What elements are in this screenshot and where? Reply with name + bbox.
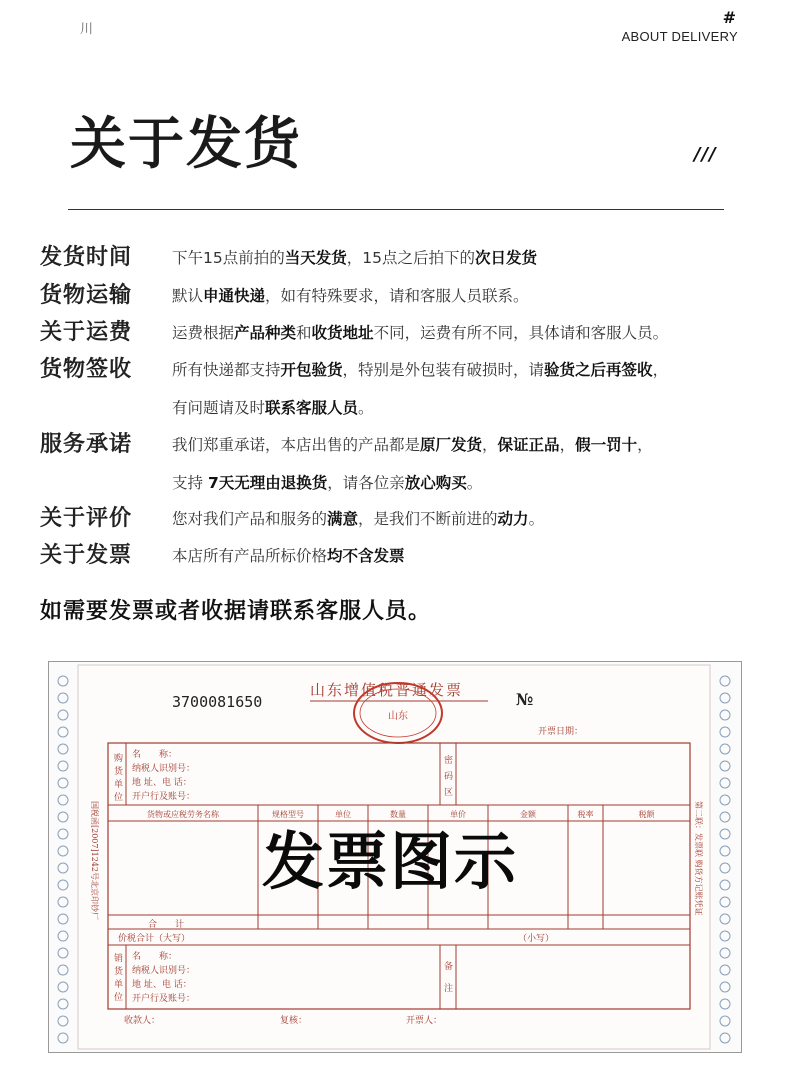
slashes-decoration: /// xyxy=(694,144,717,165)
sprocket-hole xyxy=(58,863,68,873)
sprocket-hole xyxy=(58,727,68,737)
plain-text: 运费根据 xyxy=(172,324,235,342)
info-row-text xyxy=(172,396,374,418)
goods-column-header: 税率 xyxy=(577,810,594,819)
plain-text: 。 xyxy=(528,510,545,528)
sprocket-hole xyxy=(720,778,730,788)
sprocket-hole xyxy=(58,778,68,788)
sprocket-hole xyxy=(720,744,730,754)
info-row-text xyxy=(172,284,529,306)
buyer-section-label: 购 xyxy=(114,754,124,764)
buyer-field-label: 地 址、电 话： xyxy=(132,778,192,788)
section-subtitle: ABOUT DELIVERY xyxy=(621,29,738,44)
hash-icon: # xyxy=(722,8,736,27)
goods-column-header: 单价 xyxy=(450,810,466,819)
plain-text: 所有快递都支持 xyxy=(172,361,281,379)
seller-field-label: 名 称： xyxy=(132,952,178,962)
emphasis-text: 保证正品 xyxy=(497,436,560,454)
invoice-overlay-caption: 发票图示 xyxy=(262,825,519,898)
left-vertical-text: 国税函[2007]1242号北京印钞厂 xyxy=(90,801,99,920)
sprocket-hole xyxy=(58,999,68,1009)
sprocket-hole xyxy=(720,863,730,873)
emphasis-text: 满意 xyxy=(327,510,359,528)
plain-text: 。 xyxy=(466,474,483,492)
sprocket-hole xyxy=(58,761,68,771)
emphasis-text: 动力 xyxy=(497,510,529,528)
info-row-label: 货物签收 xyxy=(40,357,133,382)
footer-payee-label: 收款人： xyxy=(124,1016,161,1026)
emphasis-text: 当天发货 xyxy=(284,249,347,267)
seller-section-label: 位 xyxy=(114,993,124,1003)
plain-text: ， xyxy=(637,436,653,454)
plain-text: ，如有特殊要求，请和客服人员联系。 xyxy=(265,287,529,305)
sprocket-hole xyxy=(720,897,730,907)
plain-text: 默认 xyxy=(172,287,204,305)
emphasis-text: 开包验货 xyxy=(280,361,343,379)
plain-text: 支持 xyxy=(172,474,208,492)
goods-column-header: 税额 xyxy=(638,810,655,819)
buyer-section-label: 位 xyxy=(114,793,124,803)
goods-column-header: 单位 xyxy=(335,810,351,819)
sprocket-hole xyxy=(58,744,68,754)
invoice-stamp-text: 山东 xyxy=(388,711,408,722)
invoice-note: 如需要发票或者收据请联系客服人员。 xyxy=(40,599,432,624)
plain-text: 我们郑重承诺，本店出售的产品都是 xyxy=(172,436,421,454)
plain-text: ， xyxy=(482,436,498,454)
password-area-label: 码 xyxy=(444,772,454,782)
password-area-label: 区 xyxy=(444,788,454,798)
info-row-text xyxy=(172,433,653,455)
right-vertical-text: 第二联：发票联 购货方记账凭证 xyxy=(694,801,703,916)
info-row-text xyxy=(172,507,544,529)
plain-text: ， xyxy=(559,436,576,454)
emphasis-text: 原厂发货 xyxy=(420,436,483,454)
info-row-text xyxy=(172,246,537,268)
buyer-field-label: 名 称： xyxy=(132,750,178,760)
seller-section-label: 单 xyxy=(114,980,124,990)
plain-text: ，特别是外包装有破损时，请 xyxy=(342,361,545,379)
buyer-field-label: 纳税人识别号： xyxy=(132,764,196,774)
sprocket-hole xyxy=(58,982,68,992)
sprocket-hole xyxy=(720,931,730,941)
sprocket-hole xyxy=(58,795,68,805)
sprocket-hole xyxy=(720,846,730,856)
emphasis-text: 验货之后再签收 xyxy=(544,361,653,379)
total-label: 合 计 xyxy=(148,920,185,930)
sprocket-hole xyxy=(720,829,730,839)
password-area-label: 密 xyxy=(444,756,454,766)
sprocket-hole xyxy=(58,897,68,907)
buyer-section-label: 货 xyxy=(114,767,124,777)
invoice-no-sign: № xyxy=(516,690,534,709)
sprocket-hole xyxy=(58,812,68,822)
sprocket-hole xyxy=(720,880,730,890)
sprocket-hole xyxy=(720,982,730,992)
remarks-label: 备 xyxy=(444,962,454,972)
remarks-label: 注 xyxy=(444,984,454,994)
sprocket-hole xyxy=(720,914,730,924)
goods-column-header: 规格型号 xyxy=(272,810,304,819)
invoice-header-title: 山东增值税普通发票 xyxy=(310,681,464,699)
sprocket-hole xyxy=(58,846,68,856)
sprocket-hole xyxy=(58,1016,68,1026)
sprocket-hole xyxy=(58,931,68,941)
sprocket-hole xyxy=(58,880,68,890)
sprocket-hole xyxy=(720,795,730,805)
plain-text: 本店所有产品所标价格 xyxy=(172,547,328,565)
sprocket-hole xyxy=(58,829,68,839)
page-title: 关于发货 xyxy=(70,112,302,177)
sprocket-hole xyxy=(58,676,68,686)
emphasis-text: 7天无理由退换货 xyxy=(207,474,328,492)
plain-text: 和 xyxy=(296,324,312,342)
sprocket-hole xyxy=(720,1016,730,1026)
emphasis-text: 收货地址 xyxy=(311,324,374,342)
emphasis-text: 申通快递 xyxy=(203,287,266,305)
footer-review-label: 复核： xyxy=(280,1016,308,1026)
sprocket-hole xyxy=(720,1033,730,1043)
seller-section-label: 销 xyxy=(114,954,124,964)
sprocket-hole xyxy=(720,999,730,1009)
plain-text: ， xyxy=(652,361,669,379)
goods-column-header: 金额 xyxy=(520,810,536,819)
goods-column-header: 货物或应税劳务名称 xyxy=(147,810,219,819)
plain-text: 下午15点前拍的 xyxy=(172,249,285,267)
seller-field-label: 纳税人识别号： xyxy=(132,966,196,976)
sprocket-hole xyxy=(58,710,68,720)
sprocket-hole xyxy=(720,761,730,771)
info-row-text xyxy=(172,471,482,493)
plain-text: 有问题请及时 xyxy=(172,399,266,417)
sprocket-hole xyxy=(58,1033,68,1043)
sprocket-hole xyxy=(720,965,730,975)
buyer-section-label: 单 xyxy=(114,780,124,790)
info-row-label: 货物运输 xyxy=(40,283,133,308)
sprocket-hole xyxy=(58,693,68,703)
plain-text: 。 xyxy=(358,399,374,417)
sprocket-hole xyxy=(720,710,730,720)
sprocket-hole xyxy=(720,693,730,703)
small-amount-label: （小写） xyxy=(518,934,555,944)
emphasis-text: 放心购买 xyxy=(404,474,467,492)
sprocket-hole xyxy=(720,812,730,822)
plain-text: ，15点之后拍下的 xyxy=(346,249,475,267)
section-tag xyxy=(622,8,738,44)
plain-text: 不同，运费有所不同，具体请和客服人员。 xyxy=(373,324,669,342)
emphasis-text: 联系客服人员 xyxy=(265,399,359,417)
plain-text: ，是我们不断前进的 xyxy=(358,510,498,528)
footer-issuer-label: 开票人： xyxy=(406,1016,443,1026)
plain-text: ，请各位亲 xyxy=(327,474,405,492)
sprocket-hole xyxy=(720,727,730,737)
info-row-label: 关于评价 xyxy=(40,506,133,531)
seller-field-label: 开户行及账号： xyxy=(132,994,196,1004)
emphasis-text: 次日发货 xyxy=(474,249,537,267)
invoice-number: 3700081650 xyxy=(172,693,263,711)
info-row-label: 关于运费 xyxy=(40,320,133,345)
seller-section-label: 货 xyxy=(114,967,124,977)
info-row-label: 发货时间 xyxy=(40,245,133,270)
info-row-label: 服务承诺 xyxy=(40,432,133,457)
info-row-text xyxy=(172,544,405,566)
decorative-mark: 川 xyxy=(80,22,95,37)
sprocket-hole xyxy=(720,676,730,686)
emphasis-text: 均不含发票 xyxy=(327,547,405,565)
info-row-text xyxy=(172,321,668,343)
sprocket-hole xyxy=(58,948,68,958)
tax-total-label: 价税合计（大写） xyxy=(118,934,191,944)
sprocket-hole xyxy=(720,948,730,958)
title-divider xyxy=(68,209,724,210)
plain-text: 您对我们产品和服务的 xyxy=(172,510,328,528)
sprocket-hole xyxy=(58,914,68,924)
emphasis-text: 假一罚十 xyxy=(575,436,638,454)
invoice-date-label: 开票日期： xyxy=(538,727,584,737)
goods-column-header: 数量 xyxy=(390,810,406,819)
seller-field-label: 地 址、电 话： xyxy=(132,980,192,990)
info-row-text xyxy=(172,358,668,380)
info-row-label: 关于发票 xyxy=(40,543,133,568)
buyer-field-label: 开户行及账号： xyxy=(132,792,196,802)
emphasis-text: 产品种类 xyxy=(234,324,297,342)
sprocket-hole xyxy=(58,965,68,975)
